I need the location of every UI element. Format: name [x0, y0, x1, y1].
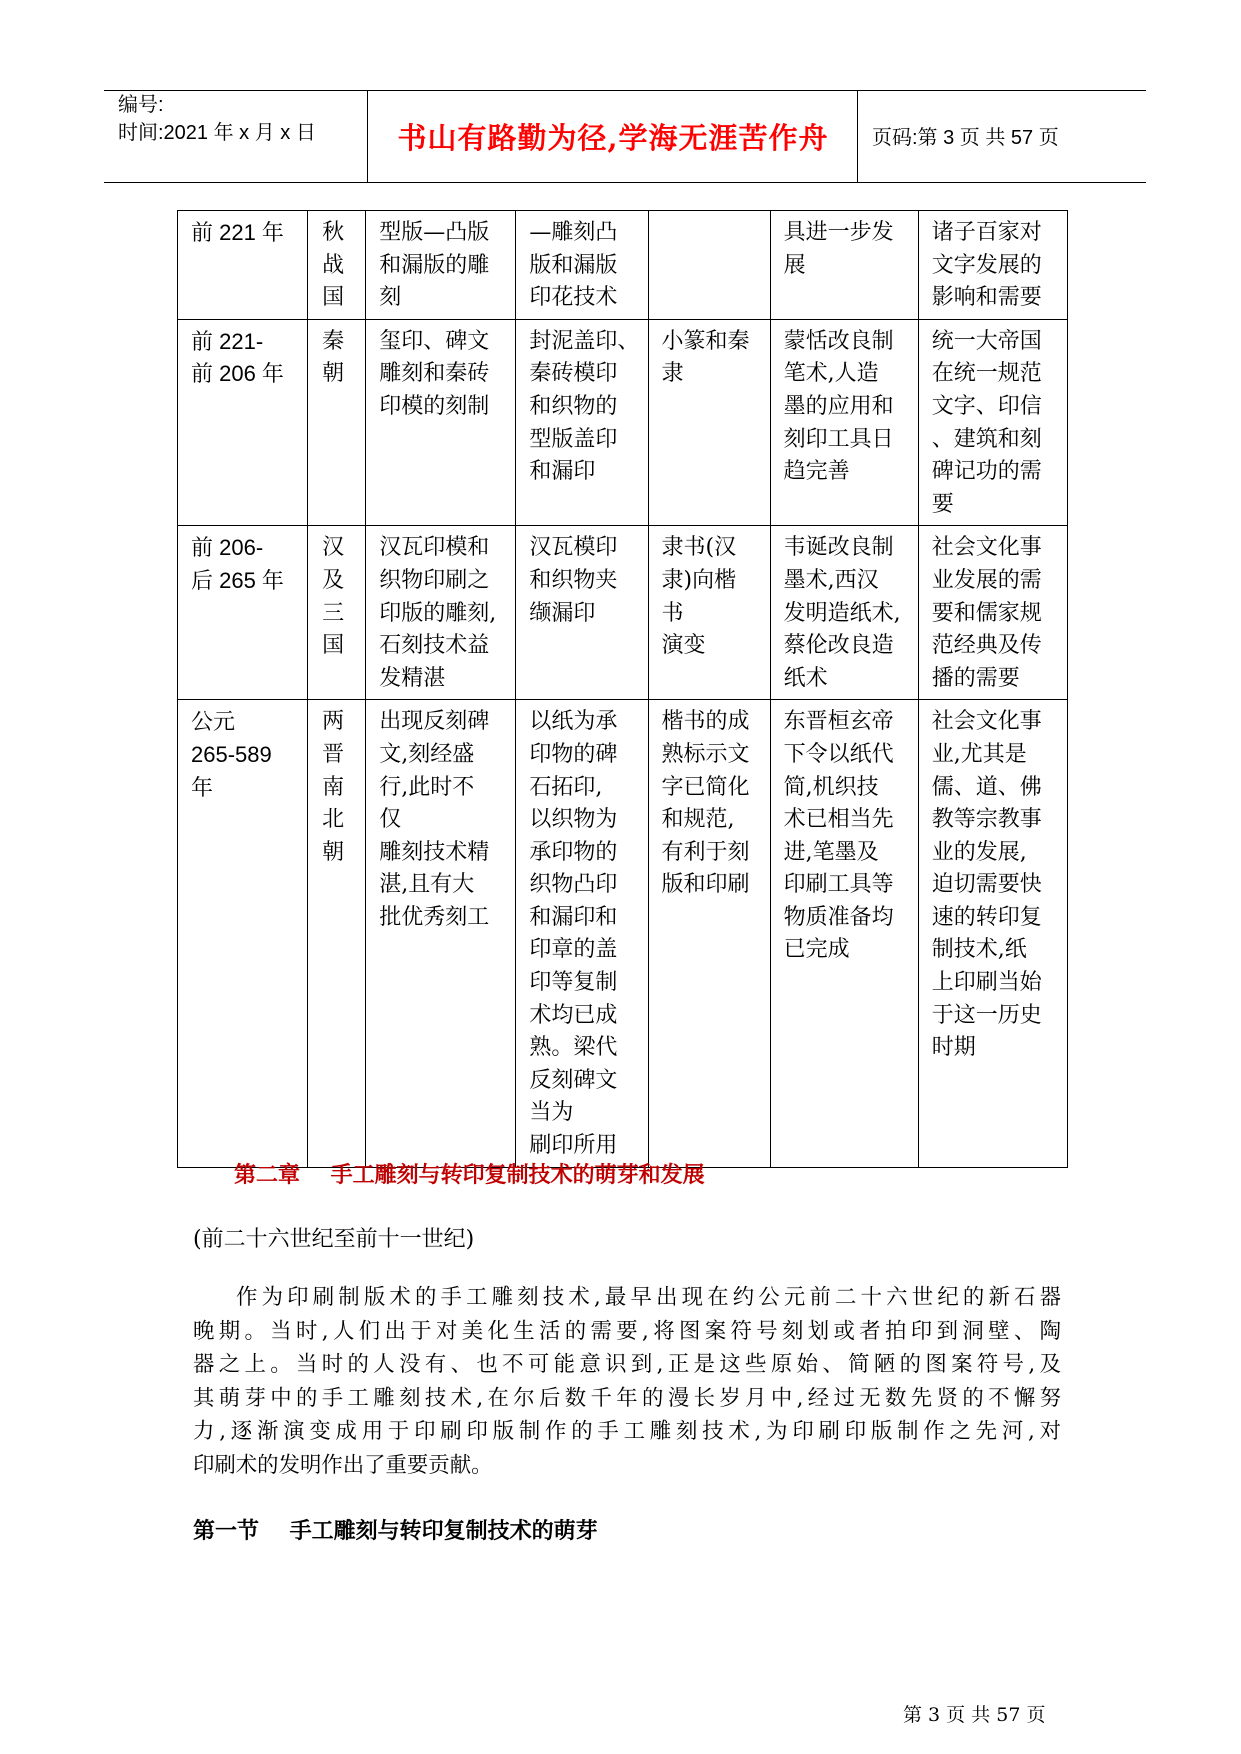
cell-line: 碑记功的需 [931, 459, 1042, 485]
table-cell-carving [366, 319, 516, 526]
cell-line: 文字发展的 [931, 252, 1042, 278]
cell-line: 和漏印和 [529, 904, 618, 930]
cell-line: 展 [783, 252, 806, 278]
table-cell-dynasty [308, 526, 366, 700]
cell-line: 织物凸印 [529, 872, 618, 898]
cell-line: 播的需要 [931, 665, 1020, 691]
cell-line: 刻印工具日 [783, 426, 894, 452]
table-cell-period [178, 526, 308, 700]
table-row [178, 211, 1068, 320]
cell-line: 国 [322, 285, 345, 311]
cell-line: 战 [322, 252, 345, 278]
table-cell-transfer [516, 319, 648, 526]
cell-line: 墨的应用和 [783, 393, 894, 419]
cell-line: 小篆和秦 [661, 328, 750, 354]
table-cell-transfer [516, 526, 648, 700]
cell-line: 两 [322, 709, 345, 735]
cell-line: 和织物的 [529, 393, 618, 419]
cell-line: 术均已成 [529, 1002, 618, 1028]
cell-line: 三 [322, 600, 345, 626]
table-cell-script [648, 526, 770, 700]
cell-line: 业,尤其是 [931, 741, 1027, 767]
table-cell-materials [770, 211, 918, 320]
cell-line: 教等宗教事 [931, 807, 1042, 833]
cell-line: 刻 [379, 285, 402, 311]
cell-line: 印花技术 [529, 285, 618, 311]
table-cell-period [178, 211, 308, 320]
table-cell-drivers [918, 319, 1067, 526]
cell-line: 书 [661, 600, 684, 626]
table-cell-drivers [918, 526, 1067, 700]
cell-line: 石拓印, [529, 774, 603, 800]
table-row [178, 319, 1068, 526]
cell-line: 进,笔墨及 [783, 839, 879, 865]
cell-line: 汉 [322, 535, 345, 561]
cell-line: 前 206- [191, 535, 264, 561]
cell-line: 有利于刻 [661, 839, 750, 865]
document-number-label: 编号: [118, 94, 164, 116]
chapter-subtitle: (前二十六世纪至前十一世纪) [193, 1227, 475, 1252]
cell-line: 、建筑和刻 [931, 426, 1042, 452]
cell-line: 秦砖模印 [529, 361, 618, 387]
cell-line: 石刻技术益 [379, 633, 490, 659]
header-bottom-rule [104, 182, 1146, 183]
cell-line: 和漏印 [529, 459, 596, 485]
cell-line: 及 [322, 567, 345, 593]
cell-line: 汉瓦模印 [529, 535, 618, 561]
cell-line: 雕刻技术精 [379, 839, 490, 865]
cell-line: 字已简化 [661, 774, 750, 800]
cell-line: 隶)向楷 [661, 567, 737, 593]
header-page-label: 页码:第 3 页 共 57 页 [872, 127, 1059, 149]
cell-line: 文字、印信 [931, 393, 1042, 419]
cell-line: 批优秀刻工 [379, 904, 490, 930]
cell-line: 隶 [661, 361, 684, 387]
cell-line: 印刷工具等 [783, 872, 894, 898]
cell-line: 缬漏印 [529, 600, 596, 626]
cell-line: 熟。梁代 [529, 1035, 618, 1061]
cell-line: 刷印所用 [529, 1133, 618, 1159]
table-row [178, 526, 1068, 700]
table-cell-script [648, 319, 770, 526]
cell-line: 社会文化事 [931, 709, 1042, 735]
cell-line: 承印物的 [529, 839, 618, 865]
cell-line: 诸子百家对 [931, 220, 1042, 245]
header-left-block [118, 91, 364, 147]
cell-line: 北 [322, 807, 345, 833]
history-table [177, 210, 1068, 1168]
cell-line: 印物的碑 [529, 741, 618, 767]
cell-line: 后 265 年 [191, 567, 284, 593]
cell-line: 湛,且有大 [379, 872, 475, 898]
table-cell-dynasty [308, 319, 366, 526]
cell-line: 和规范, [661, 807, 735, 833]
table-cell-transfer [516, 700, 648, 1167]
paragraph-line: 印刷术的发明作出了重要贡献。 [193, 1452, 493, 1478]
cell-line: 具进一步发 [783, 220, 894, 245]
cell-line: 物质准备均 [783, 904, 894, 930]
history-table-body [178, 211, 1068, 1168]
cell-line: 演变 [661, 633, 706, 659]
table-cell-dynasty [308, 211, 366, 320]
table-cell-transfer [516, 211, 648, 320]
cell-line: 统一大帝国 [931, 328, 1042, 354]
cell-line: 265-589 [191, 741, 272, 767]
cell-line: 秦 [322, 328, 345, 354]
cell-line: 在统一规范 [931, 361, 1042, 387]
cell-line: 和漏版的雕 [379, 252, 490, 278]
cell-line: 蒙恬改良制 [783, 328, 894, 354]
cell-line: 以纸为承 [529, 709, 618, 735]
cell-line: 国 [322, 633, 345, 659]
cell-line: 型版盖印 [529, 426, 618, 452]
page-footer: 第 3 页 共 57 页 [903, 1704, 1046, 1726]
section-title: 第一节 手工雕刻与转印复制技术的萌芽 [193, 1518, 598, 1544]
cell-line: 朝 [322, 361, 345, 387]
cell-line: 秋 [322, 220, 345, 245]
cell-line: 隶书(汉 [661, 535, 737, 561]
table-row [178, 700, 1068, 1167]
cell-line: 汉瓦印模和 [379, 535, 490, 561]
cell-line: 业的发展, [931, 839, 1027, 865]
cell-line: 墨术,西汉 [783, 567, 879, 593]
table-cell-materials [770, 319, 918, 526]
cell-line: 和织物夹 [529, 567, 618, 593]
cell-line: 以织物为 [529, 807, 618, 833]
cell-line: 封泥盖印、 [529, 328, 640, 354]
cell-line: 蔡伦改良造 [783, 633, 894, 659]
cell-line: 公元 [191, 709, 236, 735]
cell-line: 迫切需要快 [931, 872, 1042, 898]
cell-line: 范经典及传 [931, 633, 1042, 659]
cell-line: 型版—凸版 [379, 220, 490, 245]
paragraph-line: 作为印刷制版术的手工雕刻技术,最早出现在约公元前二十六世纪的新石器 [236, 1285, 1061, 1310]
cell-line: 前 221 年 [191, 220, 284, 245]
cell-line: 印模的刻制 [379, 393, 490, 419]
table-cell-materials [770, 526, 918, 700]
cell-line: 出现反刻碑 [379, 709, 490, 735]
cell-line: 东晋桓玄帝 [783, 709, 894, 735]
body-paragraph [193, 1281, 1061, 1482]
cell-line: 版和印刷 [661, 872, 750, 898]
cell-line: 上印刷当始 [931, 970, 1042, 996]
cell-line: 前 206 年 [191, 361, 284, 387]
cell-line: 儒、道、佛 [931, 774, 1042, 800]
cell-line: 纸术 [783, 665, 828, 691]
cell-line: 朝 [322, 839, 345, 865]
cell-line: 织物印刷之 [379, 567, 490, 593]
document-time-label: 时间:2021 年 x 月 x 日 [118, 122, 316, 144]
cell-line: 南 [322, 774, 345, 800]
table-cell-dynasty [308, 700, 366, 1167]
header-motto: 书山有路勤为径,学海无涯苦作舟 [397, 121, 829, 155]
cell-line: 印章的盖 [529, 937, 618, 963]
cell-line: 当为 [529, 1100, 574, 1126]
cell-line: 雕刻和秦砖 [379, 361, 490, 387]
cell-line: 前 221- [191, 328, 264, 354]
table-cell-materials [770, 700, 918, 1167]
cell-line: 笔术,人造 [783, 361, 879, 387]
table-cell-carving [366, 526, 516, 700]
cell-line: 印版的雕刻, [379, 600, 497, 626]
table-cell-carving [366, 211, 516, 320]
cell-line: 发明造纸术, [783, 600, 901, 626]
cell-line: 熟标示文 [661, 741, 750, 767]
cell-line: 印等复制 [529, 970, 618, 996]
cell-line: 已完成 [783, 937, 850, 963]
table-cell-period [178, 319, 308, 526]
cell-line: 于这一历史 [931, 1002, 1042, 1028]
cell-line: 文,刻经盛 [379, 741, 475, 767]
table-cell-script [648, 211, 770, 320]
paragraph-line: 器之上。当时的人没有、也不可能意识到,正是这些原始、简陋的图案符号,及 [193, 1352, 1061, 1377]
cell-line: 下令以纸代 [783, 741, 894, 767]
cell-line: —雕刻凸 [529, 220, 618, 245]
paragraph-line: 其萌芽中的手工雕刻技术,在尔后数千年的漫长岁月中,经过无数先贤的不懈努 [193, 1385, 1061, 1411]
cell-line: 反刻碑文 [529, 1067, 618, 1093]
table-cell-carving [366, 700, 516, 1167]
table-cell-period [178, 700, 308, 1167]
cell-line: 速的转印复 [931, 904, 1042, 930]
cell-line: 玺印、碑文 [379, 328, 490, 354]
cell-line: 业发展的需 [931, 567, 1042, 593]
cell-line: 趋完善 [783, 459, 850, 485]
cell-line: 楷书的成 [661, 709, 750, 735]
cell-line: 年 [191, 774, 214, 800]
table-cell-script [648, 700, 770, 1167]
cell-line: 仅 [379, 807, 402, 833]
paragraph-line: 力,逐渐演变成用于印刷印版制作的手工雕刻技术,为印刷印版制作之先河,对 [193, 1419, 1061, 1444]
table-cell-drivers [918, 211, 1067, 320]
chapter-title: 第二章 手工雕刻与转印复制技术的萌芽和发展 [234, 1162, 705, 1188]
cell-line: 发精湛 [379, 665, 446, 691]
cell-line: 版和漏版 [529, 252, 618, 278]
cell-line: 要和儒家规 [931, 600, 1042, 626]
cell-line: 影响和需要 [931, 285, 1042, 311]
cell-line: 简,机织技 [783, 774, 879, 800]
cell-line: 要 [931, 491, 954, 517]
cell-line: 术已相当先 [783, 807, 894, 833]
cell-line: 行,此时不 [379, 774, 475, 800]
table-cell-drivers [918, 700, 1067, 1167]
cell-line: 制技术,纸 [931, 937, 1027, 963]
cell-line: 时期 [931, 1035, 976, 1061]
paragraph-line: 晚期。当时,人们出于对美化生活的需要,将图案符号刻划或者拍印到洞壁、陶 [193, 1318, 1061, 1344]
cell-line: 社会文化事 [931, 535, 1042, 561]
cell-line: 晋 [322, 741, 345, 767]
cell-line: 韦诞改良制 [783, 535, 894, 561]
